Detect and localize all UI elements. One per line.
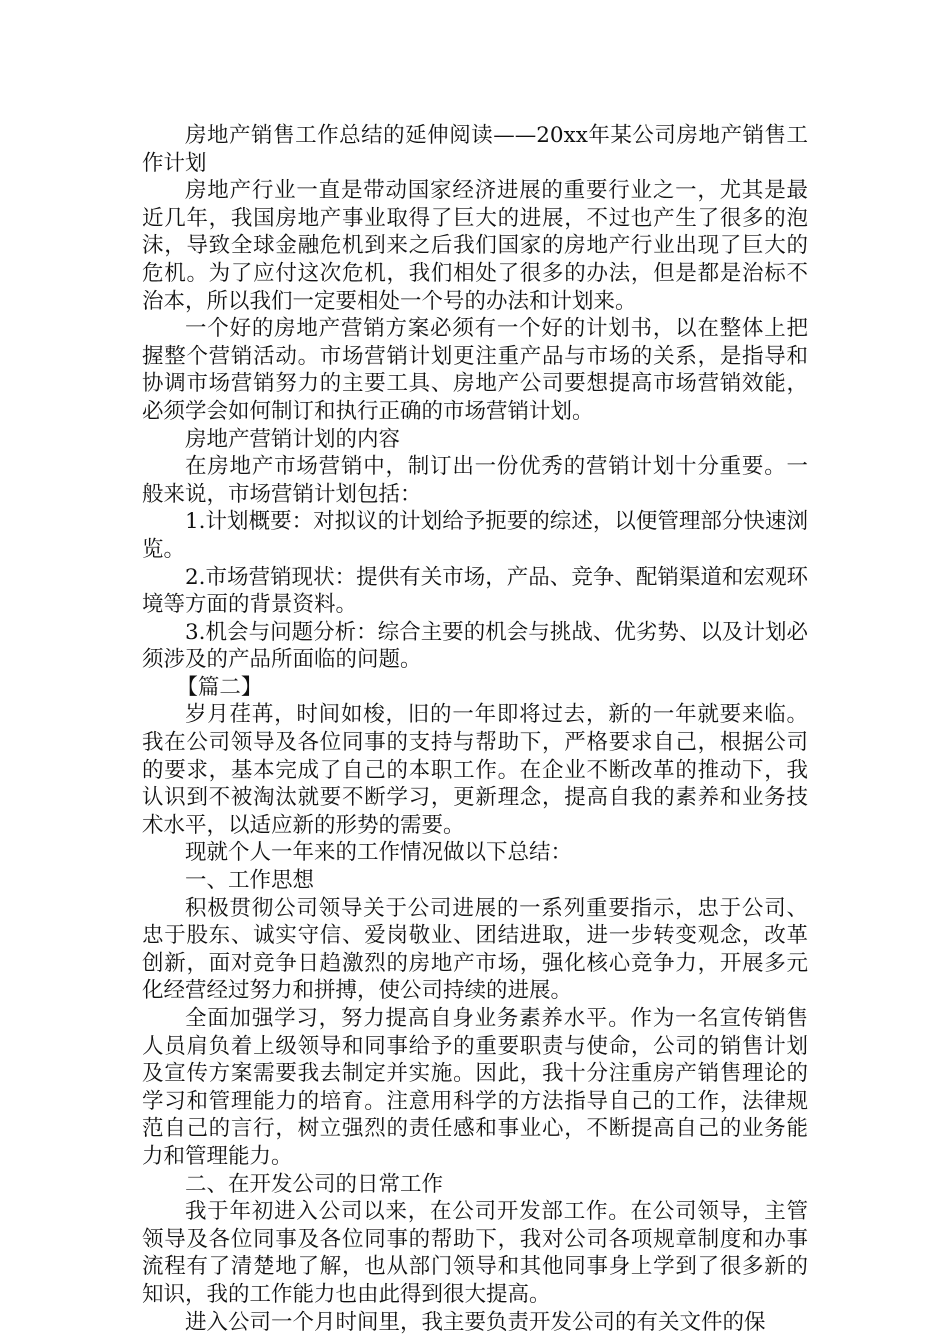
- section-heading: 一、工作思想: [185, 868, 315, 894]
- body-paragraph: 进入公司一个月时间里，我主要负责开发公司的有关文件的保: [185, 1309, 766, 1335]
- body-paragraph: 积极贯彻公司领导关于公司进展的一系列重要指示，忠于公司、忠于股东、诚实守信、爱岗敬业、团结进取，进一步转变观念，改革创新，面对竞争日趋激烈的房地产市场，强化核心竞争力，开展多元化经营经过努力和拼搏，使公司持续的进展。: [142, 895, 808, 1004]
- list-item: 2.市场营销现状：提供有关市场，产品、竞争、配销渠道和宏观环境等方面的背景资料。: [142, 564, 808, 618]
- section-heading: 房地产营销计划的内容: [185, 426, 401, 452]
- body-paragraph: 现就个人一年来的工作情况做以下总结：: [185, 840, 573, 866]
- body-paragraph: 岁月荏苒，时间如梭，旧的一年即将过去，新的一年就要来临。我在公司领导及各位同事的支持与帮助下，严格要求自己，根据公司的要求，基本完成了自己的本职工作。在企业不断改革的推动下，我认识到不被淘汰就要不断学习，更新理念，提高自我的素养和业务技术水平，以适应新的形势的需要。: [142, 702, 808, 838]
- list-item: 3.机会与问题分析：综合主要的机会与挑战、优劣势、以及计划必须涉及的产品所面临的问题。: [142, 619, 808, 673]
- section-heading: 二、在开发公司的日常工作: [185, 1171, 444, 1197]
- body-paragraph: 房地产行业一直是带动国家经济进展的重要行业之一，尤其是最近几年，我国房地产事业取得了巨大的进展，不过也产生了很多的泡沫，导致全球金融危机到来之后我们国家的房地产行业出现了巨大的危机。为了应付这次危机，我们相处了很多的办法，但是都是治标不治本，所以我们一定要相处一个号的办法和计划来。: [142, 178, 808, 314]
- body-paragraph: 全面加强学习，努力提高自身业务素养水平。作为一名宣传销售人员肩负着上级领导和同事给予的重要职责与使命，公司的销售计划及宣传方案需要我去制定并实施。因此，我十分注重房产销售理论的学习和管理能力的培育。注意用科学的方法指导自己的工作，法律规范自己的言行，树立强烈的责任感和事业心，不断提高自己的业务能力和管理能力。: [142, 1006, 808, 1169]
- document-page: [142, 122, 808, 1336]
- body-paragraph: 一个好的房地产营销方案必须有一个好的计划书，以在整体上把握整个营销活动。市场营销计划更注重产品与市场的关系，是指导和协调市场营销努力的主要工具、房地产公司要想提高市场营销效能，必须学会如何制订和执行正确的市场营销计划。: [142, 316, 808, 424]
- part-heading: 【篇二】: [176, 674, 263, 700]
- list-item: 1.计划概要：对拟议的计划给予扼要的综述，以便管理部分快速浏览。: [142, 509, 808, 562]
- document-title-paragraph: 房地产销售工作总结的延伸阅读——20xx年某公司房地产销售工作计划: [142, 123, 808, 176]
- body-paragraph: 在房地产市场营销中，制订出一份优秀的营销计划十分重要。一般来说，市场营销计划包括：: [142, 454, 808, 507]
- body-paragraph: 我于年初进入公司以来，在公司开发部工作。在公司领导，主管领导及各位同事及各位同事的帮助下，我对公司各项规章制度和办事流程有了清楚地了解，也从部门领导和其他同事身上学到了很多新的知识，我的工作能力也由此得到很大提高。: [142, 1199, 808, 1307]
